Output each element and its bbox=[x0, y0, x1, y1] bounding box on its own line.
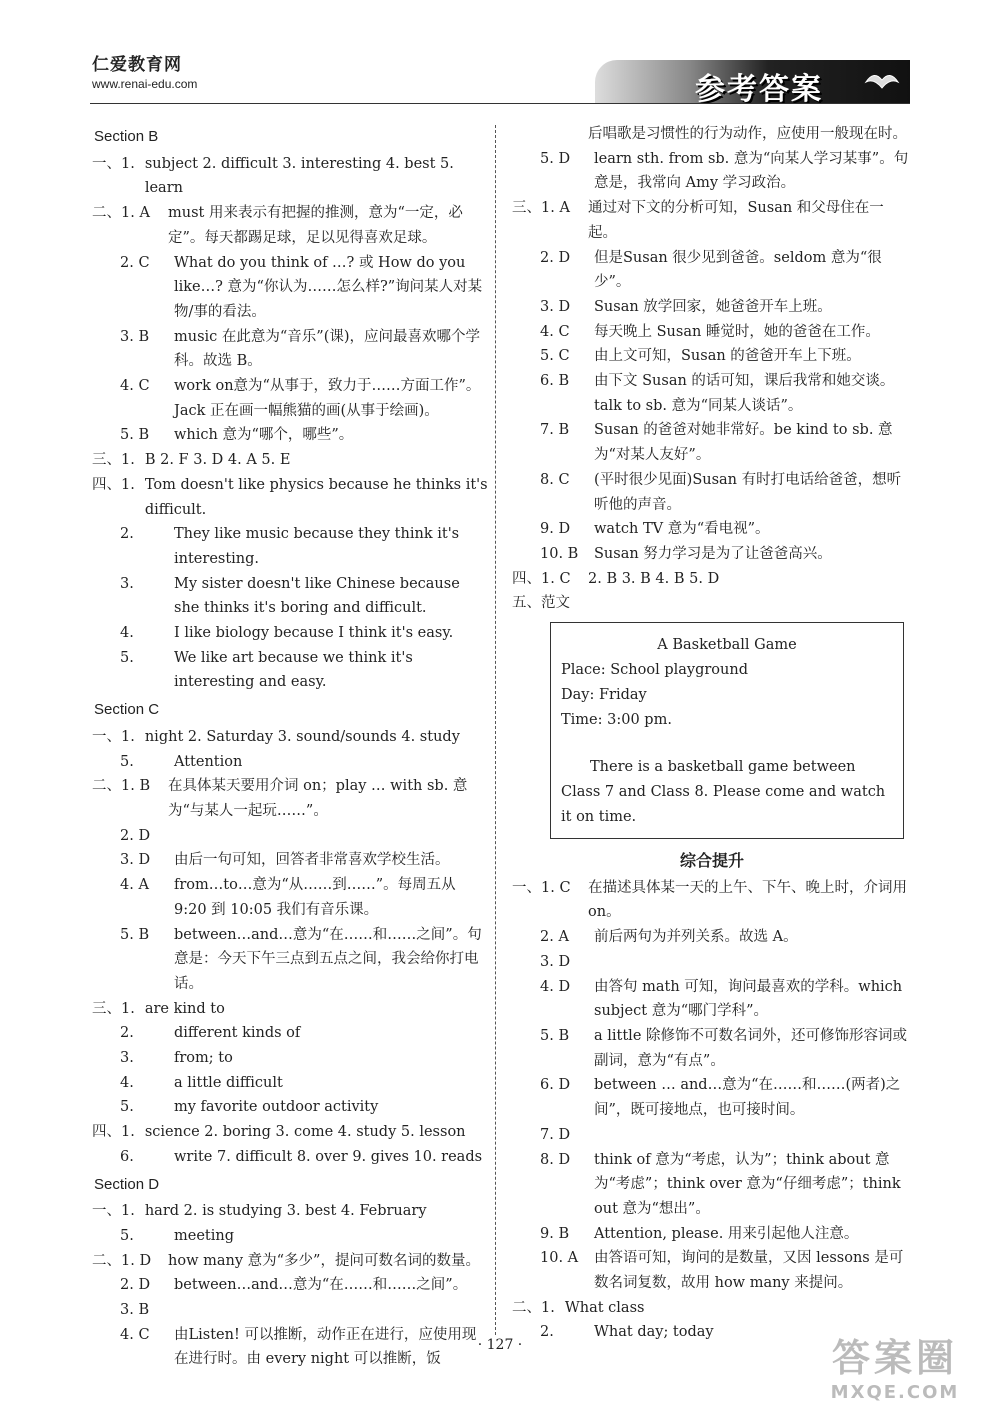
answer-label: 四、1. C bbox=[512, 570, 571, 587]
answer-label: 9. B bbox=[540, 1225, 570, 1242]
section-heading-cn: 综合提升 bbox=[679, 851, 744, 871]
answer-item bbox=[512, 542, 912, 567]
answer-text: Susan 努力学习是为了让爸爸高兴。 bbox=[594, 545, 832, 562]
answer-item bbox=[92, 750, 488, 775]
banner-title: 参考答案 bbox=[695, 72, 823, 107]
answer-item bbox=[512, 246, 912, 295]
answer-item bbox=[92, 473, 488, 522]
answer-label: 5. bbox=[120, 649, 134, 666]
answer-text: meeting bbox=[174, 1227, 234, 1244]
answer-item bbox=[512, 1073, 912, 1122]
answer-label: 二、1. A bbox=[92, 205, 150, 222]
answer-label: 5. bbox=[120, 1099, 134, 1116]
answer-text: They like music because they think it's interesting. bbox=[174, 526, 460, 567]
answer-item bbox=[512, 320, 912, 345]
answer-label: 3. B bbox=[120, 328, 150, 345]
answer-item bbox=[92, 1046, 488, 1071]
answer-item bbox=[512, 975, 912, 1024]
answer-text: hard 2. is studying 3. best 4. February bbox=[144, 1203, 427, 1220]
answer-text: between … and…意为“在……和……(两者)之间”，既可接地点，也可接时间。 bbox=[594, 1077, 901, 1119]
answer-label: 四、1. bbox=[92, 476, 135, 493]
answer-label: 2. C bbox=[120, 254, 150, 271]
answer-label: 5. B bbox=[120, 427, 150, 444]
answer-text: must 用来表示有把握的推测，意为“一定，必定”。每天都踢足球，足以见得喜欢足球。 bbox=[168, 205, 463, 246]
essay-title: A Basketball Game bbox=[657, 637, 797, 654]
answer-item bbox=[92, 1298, 488, 1323]
answer-label: 5. bbox=[120, 753, 134, 770]
answer-item bbox=[92, 1071, 488, 1096]
answer-item bbox=[512, 517, 912, 542]
answer-label: 4. C bbox=[540, 323, 570, 340]
answer-item bbox=[512, 925, 912, 950]
answer-text: between…and…意为“在……和……之间”。 bbox=[174, 1277, 468, 1294]
answer-label: 7. B bbox=[540, 422, 570, 439]
answer-item bbox=[92, 774, 488, 823]
answer-label: 5. D bbox=[540, 150, 571, 167]
watermark-logo bbox=[820, 1327, 970, 1402]
answer-item bbox=[512, 468, 912, 517]
answer-text: Attention, please. 用来引起他人注意。 bbox=[594, 1225, 859, 1242]
answer-label: 一、1. bbox=[92, 728, 135, 745]
answer-text: different kinds of bbox=[174, 1025, 301, 1042]
answer-text: B 2. F 3. D 4. A 5. E bbox=[144, 452, 291, 469]
answer-text: 2. B 3. B 4. B 5. D bbox=[588, 570, 720, 587]
answer-item bbox=[512, 1148, 912, 1222]
answer-item bbox=[512, 1296, 912, 1321]
answer-text: We like art because we think it's interesting and easy. bbox=[174, 649, 413, 691]
answer-text: What class bbox=[564, 1299, 645, 1316]
answer-text: 由答语可知，询问的是数量，又因 lessons 是可数名词复数，故用 how many 来提问。 bbox=[594, 1250, 904, 1292]
header-brand-block bbox=[92, 50, 197, 91]
answer-label: 2. D bbox=[540, 249, 571, 266]
answer-text bbox=[594, 1123, 912, 1148]
answer-item bbox=[92, 251, 488, 325]
answer-label: 9. D bbox=[540, 521, 571, 538]
answer-label: 4. C bbox=[120, 1326, 150, 1343]
answer-text bbox=[580, 591, 912, 616]
answer-item bbox=[512, 196, 912, 245]
answer-item bbox=[92, 1095, 488, 1120]
essay-info-line: Place: School playground bbox=[561, 662, 748, 679]
answer-text: What do you think of …? 或 How do you like…? 意为“你认为……怎么样?”询问某人对某物/事的看法。 bbox=[174, 254, 483, 320]
answer-text: Tom doesn't like physics because he thinks it's difficult. bbox=[144, 476, 488, 518]
answer-text: 由上文可知，Susan 的爸爸开车上下班。 bbox=[594, 348, 861, 365]
answer-item bbox=[512, 1222, 912, 1247]
answer-label: 5. C bbox=[540, 348, 570, 365]
answer-item bbox=[92, 824, 488, 849]
answer-item bbox=[512, 1024, 912, 1073]
answer-text: a little 除修饰不可数名词外，还可修饰形容词或副词，意为“有点”。 bbox=[594, 1027, 908, 1069]
answer-label: 5. B bbox=[120, 926, 150, 943]
answer-label: 3. bbox=[120, 575, 134, 592]
essay-paragraph: There is a basketball game between Class 7 and Class 8. Please come and watch it on time. bbox=[561, 759, 886, 826]
brand-url: www.renai-edu.com bbox=[92, 77, 198, 91]
answer-label: 4. D bbox=[540, 978, 571, 995]
answer-label: 6. D bbox=[540, 1077, 571, 1094]
answer-text: how many 意为“多少”，提问可数名词的数量。 bbox=[168, 1252, 480, 1269]
answer-label: 二、1. bbox=[512, 1299, 555, 1316]
answer-label: 8. C bbox=[540, 471, 570, 488]
answer-item bbox=[92, 1249, 488, 1274]
answer-text: 在具体某天要用介词 on；play … with sb. 意为“与某人一起玩……”。 bbox=[168, 778, 468, 819]
answer-label: 10. B bbox=[540, 545, 579, 562]
answer-text: from; to bbox=[174, 1050, 233, 1067]
answer-text: 但是Susan 很少见到爸爸。seldom 意为“很少”。 bbox=[594, 249, 882, 291]
answer-item bbox=[512, 147, 912, 196]
answer-text: 前后两句为并列关系。故选 A。 bbox=[594, 929, 798, 946]
answer-item bbox=[512, 1123, 912, 1148]
answer-item bbox=[92, 873, 488, 922]
answer-text: subject 2. difficult 3. interesting 4. best 5. learn bbox=[144, 155, 454, 197]
answer-text: learn sth. from sb. 意为“向某人学习某事”。句意是，我常向 Amy 学习政治。 bbox=[594, 150, 909, 192]
answer-label: 3. D bbox=[120, 852, 151, 869]
answer-item bbox=[92, 448, 488, 473]
answer-label: 2. bbox=[120, 1025, 134, 1042]
answer-label: 一、1. C bbox=[512, 879, 571, 896]
watermark-text: 答案圈 bbox=[831, 1336, 958, 1380]
answer-item bbox=[92, 997, 488, 1022]
answer-text: my favorite outdoor activity bbox=[174, 1099, 379, 1116]
answer-banner bbox=[595, 60, 910, 107]
answer-item bbox=[92, 423, 488, 448]
essay-info-line: Time: 3:00 pm. bbox=[561, 712, 672, 729]
answer-text: watch TV 意为“看电视”。 bbox=[594, 521, 770, 538]
answer-text: 由答句 math 可知，询问最喜欢的学科。which subject 意为“哪门学科”。 bbox=[594, 978, 903, 1020]
answer-label: 3. D bbox=[540, 298, 571, 315]
answer-text: are kind to bbox=[144, 1000, 225, 1017]
answer-item bbox=[512, 344, 912, 369]
left-column bbox=[92, 122, 488, 1372]
answer-label: 4. A bbox=[120, 877, 149, 894]
answer-label: 三、1. bbox=[92, 1000, 135, 1017]
answer-item bbox=[512, 591, 912, 616]
answer-text: Susan 的爸爸对她非常好。be kind to sb. 意为“对某人友好”。 bbox=[594, 422, 893, 464]
answer-text bbox=[174, 1298, 488, 1323]
answer-item bbox=[92, 646, 488, 695]
answer-label: 五、范文 bbox=[512, 595, 570, 612]
answer-label: 四、1. bbox=[92, 1124, 135, 1141]
answer-label: 3. B bbox=[120, 1302, 150, 1319]
answer-label: 2. bbox=[540, 1324, 554, 1341]
section-heading: Section B bbox=[94, 128, 159, 145]
section-heading: Section D bbox=[94, 1175, 160, 1193]
answer-item bbox=[92, 1199, 488, 1224]
answer-item bbox=[92, 848, 488, 873]
answer-label: 2. D bbox=[120, 1277, 151, 1294]
answer-item bbox=[512, 295, 912, 320]
answer-item bbox=[92, 923, 488, 997]
answer-label: 一、1. bbox=[92, 1203, 135, 1220]
answer-item bbox=[92, 621, 488, 646]
answer-text: music 在此意为“音乐”(课)，应问最喜欢哪个学科。故选 B。 bbox=[174, 328, 481, 370]
answer-text: 由Listen! 可以推断，动作正在进行，应使用现在进行时。由 every night 可以推断，饭 bbox=[174, 1326, 477, 1368]
answer-label: 5. B bbox=[540, 1027, 570, 1044]
answer-label: 3. bbox=[120, 1050, 134, 1067]
answer-text: My sister doesn't like Chinese because she thinks it's boring and difficult. bbox=[174, 575, 460, 617]
answer-text: from…to…意为“从……到……”。每周五从 9:20 到 10:05 我们有音乐课。 bbox=[174, 877, 456, 918]
answer-item bbox=[512, 369, 912, 418]
answer-label: 4. C bbox=[120, 378, 150, 395]
essay-info-line: Day: Friday bbox=[561, 687, 647, 704]
answer-label: 5. bbox=[120, 1227, 134, 1244]
header-rule bbox=[90, 103, 910, 104]
answer-text: 由后一句可知，回答者非常喜欢学校生活。 bbox=[174, 852, 450, 869]
answer-text: 每天晚上 Susan 睡觉时，她的爸爸在工作。 bbox=[594, 323, 880, 340]
answer-label: 2. D bbox=[120, 827, 151, 844]
answer-item bbox=[92, 152, 488, 201]
answer-item bbox=[512, 876, 912, 925]
answer-text: between…and…意为“在……和……之间”。句意是：今天下午三点到五点之间，我会给你打电话。 bbox=[174, 926, 482, 992]
answer-item bbox=[512, 567, 912, 592]
brand-name: 仁爱教育网 bbox=[92, 55, 182, 75]
answer-label: 10. A bbox=[540, 1250, 579, 1267]
answer-item bbox=[512, 122, 912, 147]
answer-text: I like biology because I think it's easy. bbox=[174, 625, 454, 642]
answer-text: Attention bbox=[174, 753, 243, 770]
answer-label: 6. B bbox=[540, 373, 570, 390]
answer-item bbox=[92, 325, 488, 374]
answer-label: 三、1. bbox=[92, 452, 135, 469]
answer-text: (平时很少见面)Susan 有时打电话给爸爸，想听听他的声音。 bbox=[594, 471, 902, 513]
answer-text: What day; today bbox=[594, 1324, 714, 1341]
answer-item bbox=[512, 418, 912, 467]
answer-text: 后唱歌是习惯性的行为动作，应使用一般现在时。 bbox=[588, 126, 907, 142]
answer-label: 3. D bbox=[540, 953, 571, 970]
answer-label: 2. A bbox=[540, 929, 569, 946]
right-column bbox=[512, 122, 912, 1345]
page-number: · 127 · bbox=[477, 1337, 523, 1353]
answer-text: write 7. difficult 8. over 9. gives 10. reads bbox=[174, 1148, 483, 1165]
answer-text bbox=[594, 950, 912, 975]
answer-item bbox=[92, 522, 488, 571]
bird-logo-icon bbox=[864, 68, 900, 94]
answer-label: 7. D bbox=[540, 1126, 571, 1143]
answer-label: 一、1. bbox=[92, 155, 135, 172]
model-essay-box bbox=[550, 622, 904, 839]
answer-text: science 2. boring 3. come 4. study 5. lesson bbox=[144, 1124, 466, 1141]
answer-text: 在描述具体某一天的上午、下午、晚上时，介词用 on。 bbox=[588, 879, 907, 921]
answer-label: 二、1. B bbox=[92, 778, 151, 795]
answer-label: 4. bbox=[120, 625, 134, 642]
answer-label: 6. bbox=[120, 1148, 134, 1165]
answer-text: Susan 放学回家，她爸爸开车上班。 bbox=[594, 298, 832, 315]
answer-item bbox=[92, 1021, 488, 1046]
answer-text: 由下文 Susan 的话可知，课后我常和她交谈。talk to sb. 意为“同某人谈话”。 bbox=[594, 373, 895, 414]
answer-label: 三、1. A bbox=[512, 200, 570, 217]
watermark-domain: MXQE.COM bbox=[830, 1382, 960, 1403]
answer-item bbox=[92, 572, 488, 621]
answer-label: 2. bbox=[120, 526, 134, 543]
answer-text: a little difficult bbox=[174, 1074, 283, 1091]
answer-text bbox=[174, 824, 488, 849]
answer-item bbox=[92, 725, 488, 750]
answer-label: 4. bbox=[120, 1074, 134, 1091]
answer-label: 8. D bbox=[540, 1151, 571, 1168]
answer-text: 通过对下文的分析可知，Susan 和父母住在一起。 bbox=[588, 200, 884, 241]
section-heading: Section C bbox=[94, 701, 160, 719]
answer-text: which 意为“哪个，哪些”。 bbox=[174, 427, 354, 444]
answer-item bbox=[92, 374, 488, 423]
column-divider bbox=[495, 125, 496, 1335]
answer-text: think of 意为“考虑，认为”；think about 意为“考虑”；think over 意为“仔细考虑”；think out 意为“想出”。 bbox=[594, 1151, 901, 1217]
answer-item bbox=[92, 1145, 488, 1170]
answer-item bbox=[512, 950, 912, 975]
answer-item bbox=[92, 1224, 488, 1249]
answer-item bbox=[92, 1120, 488, 1145]
answer-text: work on意为“从事于，致力于……方面工作”。Jack 正在画一幅熊猫的画(从事于绘画)。 bbox=[174, 378, 481, 419]
answer-item bbox=[92, 1273, 488, 1298]
answer-label: 二、1. D bbox=[92, 1252, 152, 1269]
answer-text: night 2. Saturday 3. sound/sounds 4. study bbox=[144, 728, 460, 745]
answer-item bbox=[512, 1246, 912, 1295]
answer-item bbox=[92, 201, 488, 250]
